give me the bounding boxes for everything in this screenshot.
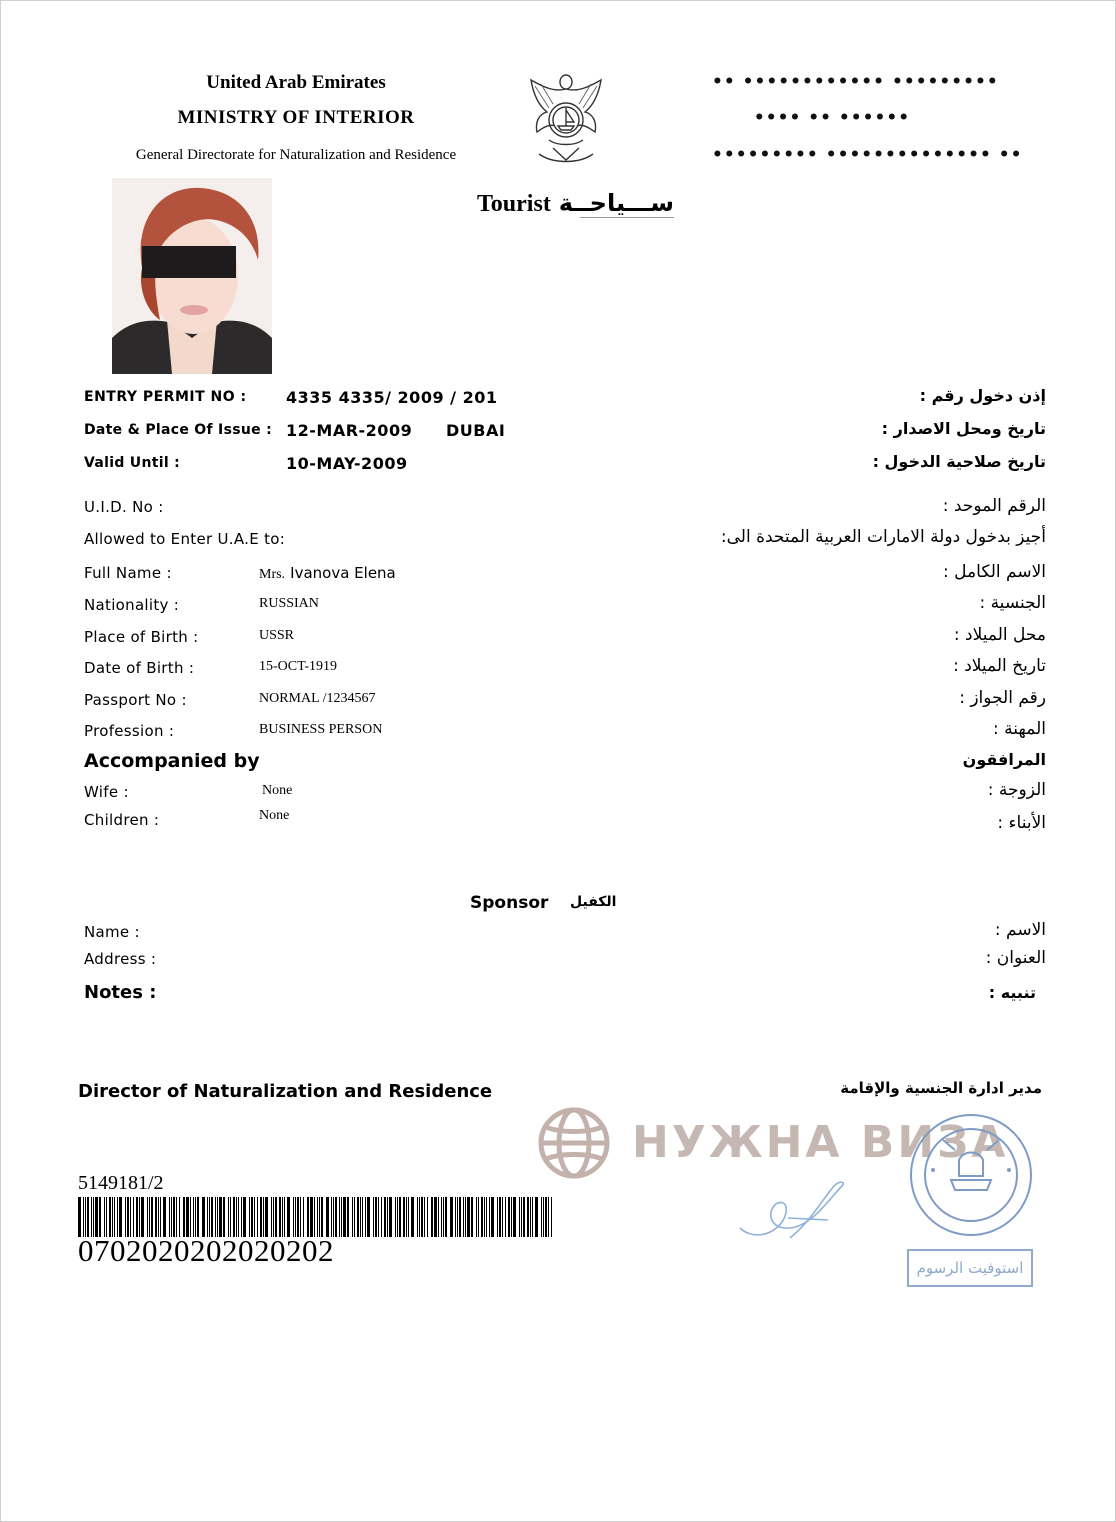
arabic-header-line-3: ••••••••• •••••••••••••• ••	[712, 145, 1023, 165]
profession-value: BUSINESS PERSON	[259, 722, 383, 737]
barcode-bar	[417, 1197, 418, 1237]
barcode-bar	[508, 1197, 510, 1237]
sponsor-title: Sponsor	[470, 893, 549, 913]
barcode-number: 0702020202020202	[78, 1233, 334, 1268]
barcode-bar	[530, 1197, 531, 1237]
barcode-bar	[403, 1197, 405, 1237]
barcode-bar	[384, 1197, 386, 1237]
barcode-bars	[78, 1197, 552, 1237]
wife-label-ar: الزوجة :	[987, 780, 1046, 800]
barcode-bar	[502, 1197, 503, 1237]
barcode-bar	[521, 1197, 522, 1237]
barcode-bar	[202, 1197, 205, 1237]
barcode-bar	[83, 1197, 84, 1237]
director-title: Director of Naturalization and Residence	[78, 1081, 493, 1102]
nationality-value: RUSSIAN	[259, 596, 319, 611]
full-name-prefix: Mrs.	[259, 567, 286, 582]
barcode-bar	[317, 1197, 318, 1237]
barcode-bar	[373, 1197, 374, 1237]
barcode-bar	[139, 1197, 140, 1237]
barcode-bar	[421, 1197, 423, 1237]
barcode-bar	[106, 1197, 107, 1237]
reference-number: 5149181/2	[78, 1172, 164, 1194]
barcode-bar	[254, 1197, 255, 1237]
barcode-bar	[489, 1197, 490, 1237]
issue-label: Date & Place Of Issue :	[84, 422, 272, 438]
barcode-bar	[149, 1197, 150, 1237]
barcode-bar	[99, 1197, 101, 1237]
allowed-label-ar: أجيز بدخول دولة الامارات العربية المتحدة الى:	[720, 527, 1046, 547]
passport-label: Passport No :	[84, 691, 187, 709]
barcode-bar	[130, 1197, 131, 1237]
uid-label-ar: الرقم الموحد :	[942, 496, 1046, 516]
barcode-bar	[357, 1197, 359, 1237]
barcode-bar	[511, 1197, 512, 1237]
barcode-bar	[321, 1197, 323, 1237]
barcode-bar	[445, 1197, 447, 1237]
children-label: Children :	[84, 811, 160, 829]
accompanied-title-ar: المرافقون	[962, 750, 1046, 769]
barcode-bar	[104, 1197, 105, 1237]
barcode-bar	[171, 1197, 172, 1237]
permit-type-ar: ســـياحــة	[558, 189, 674, 217]
barcode-bar	[331, 1197, 332, 1237]
barcode-bar	[354, 1197, 355, 1237]
place-of-birth-label-ar: محل الميلاد :	[953, 625, 1046, 645]
watermark-globe-icon	[530, 1105, 620, 1181]
barcode-bar	[463, 1197, 464, 1237]
barcode-bar	[190, 1197, 191, 1237]
place-of-birth-label: Place of Birth :	[84, 628, 199, 646]
wife-label: Wife :	[84, 783, 129, 801]
barcode-bar	[335, 1197, 337, 1237]
barcode-bar	[424, 1197, 425, 1237]
barcode-bar	[484, 1197, 485, 1237]
barcode-bar	[381, 1197, 382, 1237]
sponsor-name-label: Name :	[84, 923, 140, 941]
accompanied-title: Accompanied by	[84, 750, 260, 772]
barcode-bar	[303, 1197, 304, 1237]
barcode-bar	[163, 1197, 166, 1237]
barcode-bar	[219, 1197, 222, 1237]
barcode-bar	[173, 1197, 175, 1237]
permit-type-en: Tourist	[477, 191, 551, 217]
barcode-bar	[233, 1197, 235, 1237]
photo-redaction-bar	[142, 246, 236, 278]
barcode-bar	[293, 1197, 294, 1237]
barcode-bar	[491, 1197, 494, 1237]
passport-label-ar: رقم الجواز :	[959, 688, 1046, 708]
barcode-bar	[217, 1197, 218, 1237]
uid-label: U.I.D. No :	[84, 498, 164, 516]
issue-place-value: DUBAI	[446, 421, 506, 440]
barcode-bar	[125, 1197, 126, 1237]
full-name-label: Full Name :	[84, 564, 172, 582]
barcode-bar	[481, 1197, 483, 1237]
barcode-bar	[207, 1197, 208, 1237]
barcode-bar	[183, 1197, 185, 1237]
full-name-label-ar: الاسم الكامل :	[943, 562, 1046, 582]
date-of-birth-value: 15-OCT-1919	[259, 659, 338, 674]
barcode-bar	[119, 1197, 122, 1237]
barcode-bar	[300, 1197, 301, 1237]
profession-label: Profession :	[84, 722, 175, 740]
barcode-bar	[251, 1197, 253, 1237]
barcode-bar	[284, 1197, 285, 1237]
allowed-label: Allowed to Enter U.A.E to:	[84, 530, 286, 548]
directorate-title: General Directorate for Naturalization and Residence	[135, 147, 457, 163]
barcode-bar	[465, 1197, 466, 1237]
valid-until-label: Valid Until :	[84, 455, 181, 471]
barcode-bar	[271, 1197, 272, 1237]
barcode-bar	[297, 1197, 299, 1237]
director-title-ar: مدير ادارة الجنسية والإقامة	[840, 1079, 1042, 1097]
barcode-bar	[114, 1197, 115, 1237]
full-name-text: Ivanova Elena	[290, 564, 396, 582]
barcode-bar	[241, 1197, 242, 1237]
barcode-bar	[238, 1197, 239, 1237]
barcode-bar	[151, 1197, 153, 1237]
barcode-bar	[352, 1197, 353, 1237]
barcode-bar	[375, 1197, 377, 1237]
barcode-bar	[314, 1197, 315, 1237]
barcode-bar	[282, 1197, 283, 1237]
notes-label: Notes :	[84, 982, 157, 1003]
children-label-ar: الأبناء :	[997, 813, 1046, 833]
barcode-bar	[499, 1197, 501, 1237]
barcode-bar	[419, 1197, 420, 1237]
barcode-bar	[209, 1197, 210, 1237]
barcode-bar	[548, 1197, 549, 1237]
barcode-bar	[545, 1197, 547, 1237]
passport-value: NORMAL /1234567	[259, 691, 376, 706]
barcode-bar	[443, 1197, 444, 1237]
barcode-bar	[341, 1197, 342, 1237]
barcode-bar	[155, 1197, 157, 1237]
children-value: None	[259, 808, 290, 823]
barcode-bar	[441, 1197, 442, 1237]
barcode-bar	[486, 1197, 487, 1237]
barcode-bar	[160, 1197, 161, 1237]
barcode	[78, 1197, 552, 1237]
barcode-bar	[532, 1197, 533, 1237]
barcode-bar	[265, 1197, 268, 1237]
barcode-bar	[326, 1197, 329, 1237]
barcode-bar	[395, 1197, 396, 1237]
barcode-bar	[362, 1197, 363, 1237]
barcode-bar	[519, 1197, 520, 1237]
date-of-birth-label-ar: تاريخ الميلاد :	[953, 656, 1046, 676]
nationality-label-ar: الجنسية :	[979, 593, 1046, 613]
director-signature	[730, 1168, 860, 1258]
barcode-bar	[197, 1197, 199, 1237]
barcode-bar	[434, 1197, 437, 1237]
sponsor-address-label: Address :	[84, 950, 157, 968]
barcode-bar	[169, 1197, 170, 1237]
barcode-bar	[279, 1197, 281, 1237]
barcode-bar	[93, 1197, 94, 1237]
barcode-bar	[147, 1197, 148, 1237]
entry-permit-label-ar: إذن دخول رقم :	[919, 386, 1046, 405]
wife-value: None	[262, 783, 293, 798]
barcode-bar	[478, 1197, 479, 1237]
notes-label-ar: تنبيه :	[988, 983, 1036, 1002]
barcode-bar	[387, 1197, 388, 1237]
barcode-bar	[397, 1197, 398, 1237]
barcode-bar	[249, 1197, 250, 1237]
sponsor-name-label-ar: الاسم :	[994, 920, 1046, 940]
barcode-bar	[186, 1197, 189, 1237]
barcode-bar	[455, 1197, 456, 1237]
barcode-bar	[112, 1197, 113, 1237]
entry-permit-label: ENTRY PERMIT NO :	[84, 389, 247, 405]
barcode-bar	[457, 1197, 458, 1237]
arabic-header-line-1: •• •••••••••••• •••••••••	[712, 72, 999, 92]
sponsor-title-ar: الكفيل	[570, 894, 617, 910]
ministry-title: MINISTRY OF INTERIOR	[177, 107, 415, 128]
barcode-bar	[505, 1197, 506, 1237]
barcode-bar	[438, 1197, 439, 1237]
barcode-bar	[127, 1197, 129, 1237]
barcode-bar	[236, 1197, 237, 1237]
barcode-bar	[360, 1197, 361, 1237]
barcode-bar	[275, 1197, 277, 1237]
barcode-bar	[141, 1197, 144, 1237]
issue-label-ar: تاريخ ومحل الاصدار :	[881, 419, 1046, 438]
barcode-bar	[365, 1197, 366, 1237]
barcode-bar	[158, 1197, 159, 1237]
barcode-bar	[378, 1197, 379, 1237]
country-title: United Arab Emirates	[206, 72, 386, 93]
barcode-bar	[273, 1197, 274, 1237]
barcode-bar	[523, 1197, 525, 1237]
fees-paid-stamp: استوفيت الرسوم	[907, 1249, 1033, 1287]
barcode-bar	[535, 1197, 538, 1237]
barcode-bar	[543, 1197, 544, 1237]
barcode-bar	[333, 1197, 334, 1237]
barcode-bar	[513, 1197, 516, 1237]
uae-emblem	[525, 68, 607, 170]
barcode-bar	[179, 1197, 180, 1237]
barcode-bar	[133, 1197, 134, 1237]
valid-until-label-ar: تاريخ صلاحية الدخول :	[872, 452, 1046, 471]
barcode-bar	[367, 1197, 370, 1237]
official-round-stamp	[903, 1110, 1038, 1240]
barcode-bar	[91, 1197, 92, 1237]
barcode-bar	[263, 1197, 264, 1237]
barcode-bar	[95, 1197, 98, 1237]
barcode-bar	[497, 1197, 498, 1237]
barcode-bar	[450, 1197, 453, 1237]
barcode-bar	[319, 1197, 320, 1237]
arabic-header-line-2: •••• •• ••••••	[753, 108, 911, 128]
barcode-bar	[310, 1197, 313, 1237]
barcode-bar	[193, 1197, 194, 1237]
barcode-bar	[389, 1197, 392, 1237]
barcode-bar	[223, 1197, 225, 1237]
barcode-bar	[541, 1197, 542, 1237]
barcode-bar	[230, 1197, 231, 1237]
date-of-birth-label: Date of Birth :	[84, 659, 195, 677]
profession-label-ar: المهنة :	[993, 719, 1046, 739]
barcode-bar	[257, 1197, 258, 1237]
barcode-bar	[243, 1197, 246, 1237]
barcode-bar	[287, 1197, 290, 1237]
barcode-bar	[343, 1197, 346, 1237]
barcode-bar	[406, 1197, 407, 1237]
barcode-bar	[476, 1197, 477, 1237]
barcode-bar	[471, 1197, 473, 1237]
barcode-bar	[87, 1197, 89, 1237]
barcode-bar	[431, 1197, 433, 1237]
barcode-bar	[339, 1197, 340, 1237]
barcode-bar	[427, 1197, 428, 1237]
barcode-bar	[78, 1197, 81, 1237]
barcode-bar	[551, 1197, 552, 1237]
barcode-bar	[295, 1197, 296, 1237]
barcode-bar	[260, 1197, 262, 1237]
barcode-bar	[136, 1197, 138, 1237]
barcode-bar	[408, 1197, 409, 1237]
barcode-bar	[117, 1197, 118, 1237]
entry-permit-value: 4335 4335/ 2009 / 201	[286, 388, 498, 407]
barcode-bar	[467, 1197, 470, 1237]
nationality-label: Nationality :	[84, 596, 180, 614]
barcode-bar	[109, 1197, 111, 1237]
watermark-text: НУЖНА ВИЗА	[632, 1117, 1009, 1168]
barcode-bar	[228, 1197, 229, 1237]
barcode-bar	[307, 1197, 309, 1237]
sponsor-address-label-ar: العنوان :	[985, 948, 1046, 968]
barcode-bar	[459, 1197, 461, 1237]
barcode-bar	[411, 1197, 414, 1237]
barcode-bar	[399, 1197, 401, 1237]
barcode-bar	[215, 1197, 216, 1237]
holder-photo	[112, 178, 272, 374]
barcode-bar	[347, 1197, 349, 1237]
place-of-birth-value: USSR	[259, 628, 295, 643]
valid-until-value: 10-MAY-2009	[286, 454, 408, 473]
full-name-value	[259, 563, 396, 583]
barcode-bar	[85, 1197, 86, 1237]
barcode-bar	[527, 1197, 529, 1237]
issue-date-value: 12-MAR-2009	[286, 421, 413, 440]
barcode-bar	[176, 1197, 177, 1237]
barcode-bar	[195, 1197, 196, 1237]
barcode-bar	[211, 1197, 213, 1237]
